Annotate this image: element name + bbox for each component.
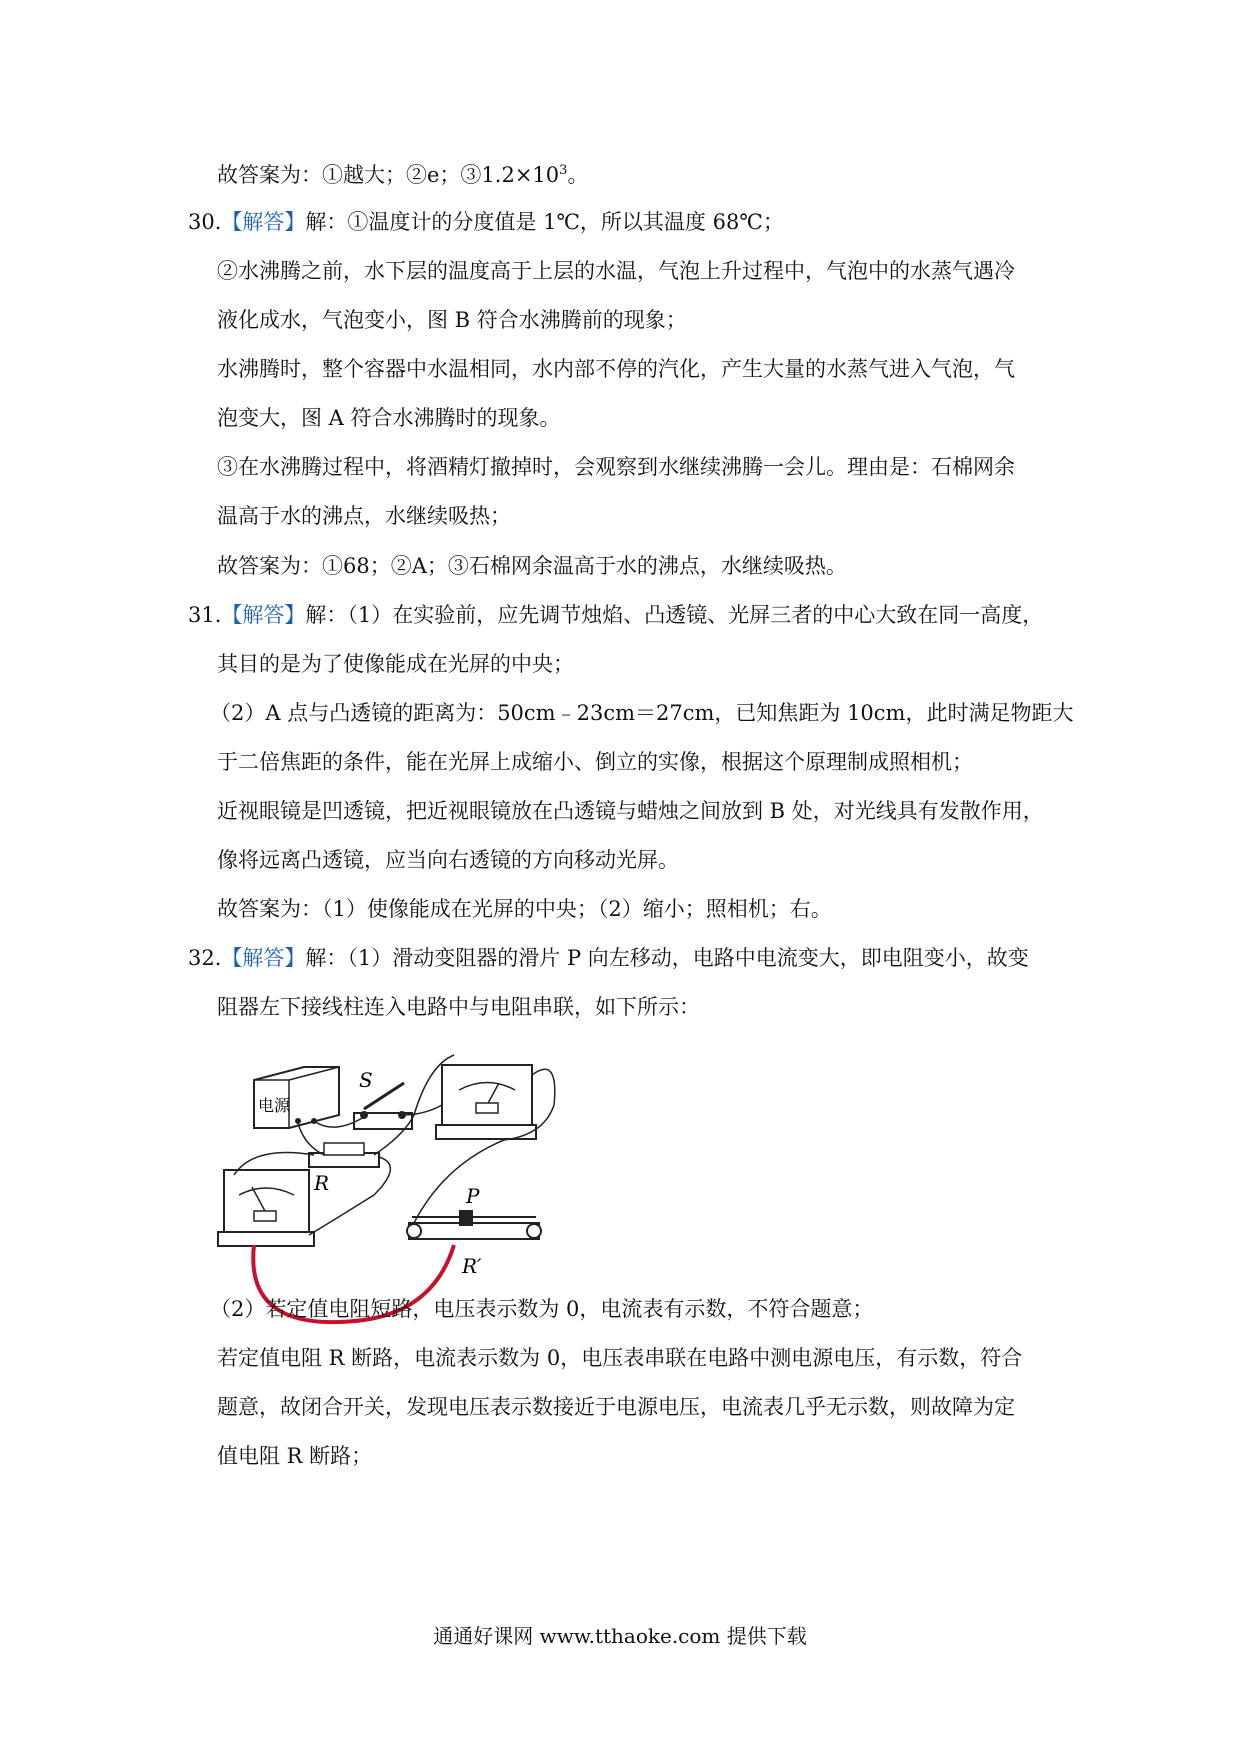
switch-label: S — [359, 1068, 373, 1092]
q30-line-2: ②水沸腾之前，水下层的温度高于上层的水温，气泡上升过程中，气泡中的水蒸气遇冷 — [217, 259, 1015, 283]
q31-line-6: 像将远离凸透镜，应当向右透镜的方向移动光屏。 — [217, 848, 679, 872]
q30-line-4: 水沸腾时，整个容器中水温相同，水内部不停的汽化，产生大量的水蒸气进入气泡，气 — [217, 357, 1015, 381]
q30-line-7: 温高于水的沸点，水继续吸热； — [217, 504, 511, 528]
question-30-heading: 30.【解答】解：①温度计的分度值是 1℃，所以其温度 68℃； — [188, 210, 784, 234]
q30-line-5: 泡变大，图 A 符合水沸腾时的现象。 — [217, 406, 561, 430]
q31-line-2: 其目的是为了使像能成在光屏的中央； — [217, 652, 574, 676]
answer-tag: 【解答】 — [221, 603, 306, 627]
question-32-heading: 32.【解答】解：（1）滑动变阻器的滑片 P 向左移动，电路中电流变大，即电阻变小，故变 — [188, 946, 1029, 970]
q32-line-2: 阻器左下接线柱连入电路中与电阻串联，如下所示： — [217, 995, 700, 1019]
resistor-label: R — [314, 1171, 330, 1195]
ammeter — [436, 1065, 536, 1139]
answer-tag: 【解答】 — [221, 946, 306, 970]
resistor — [309, 1143, 379, 1195]
q32-line-4: 若定值电阻 R 断路，电流表示数为 0，电压表串联在电路中测电源电压，有示数，符合 — [217, 1346, 1023, 1370]
q32-line-5: 题意，故闭合开关，发现电压表示数接近于电源电压，电流表几乎无示数，则故障为定 — [217, 1395, 1015, 1419]
question-31-heading: 31.【解答】解：（1）在实验前，应先调节烛焰、凸透镜、光屏三者的中心大致在同一高度， — [188, 603, 1044, 627]
q31-line-3: （2）A 点与凸透镜的距离为：50cm﹣23cm＝27cm，已知焦距为 10cm，此时满足物距大 — [210, 701, 1074, 725]
q31-answer: 故答案为：（1）使像能成在光屏的中央；（2）缩小；照相机；右。 — [217, 897, 832, 921]
power-label: 电源 — [258, 1096, 291, 1115]
slider-label: P — [466, 1184, 480, 1208]
rheostat-label: R′ — [462, 1254, 482, 1278]
rheostat — [407, 1184, 541, 1278]
answer-line: 故答案为：①越大；②e；$③1.2\times 10^3$。 — [217, 163, 589, 187]
q31-line-4: 于二倍焦距的条件，能在光屏上成缩小、倒立的实像，根据这个原理制成照相机； — [217, 750, 973, 774]
q30-line-3: 液化成水，气泡变小，图 B 符合水沸腾前的现象； — [217, 308, 687, 332]
page-footer: 通通好课网 www.tthaoke.com 提供下载 — [433, 1624, 807, 1648]
q30-answer: 故答案为：①68；②A；③石棉网余温高于水的沸点，水继续吸热。 — [217, 554, 847, 578]
q30-line-6: ③在水沸腾过程中，将酒精灯撤掉时，会观察到水继续沸腾一会儿。理由是：石棉网余 — [217, 455, 1015, 479]
voltmeter — [218, 1170, 314, 1246]
q31-line-5: 近视眼镜是凹透镜，把近视眼镜放在凸透镜与蜡烛之间放到 B 处，对光线具有发散作用， — [217, 799, 1044, 823]
switch — [354, 1068, 412, 1129]
answer-tag: 【解答】 — [221, 210, 306, 234]
q32-line-3: （2）若定值电阻短路，电压表示数为 0，电流表有示数，不符合题意； — [210, 1297, 874, 1321]
power-supply — [254, 1067, 339, 1128]
q32-line-6: 值电阻 R 断路； — [217, 1444, 373, 1468]
